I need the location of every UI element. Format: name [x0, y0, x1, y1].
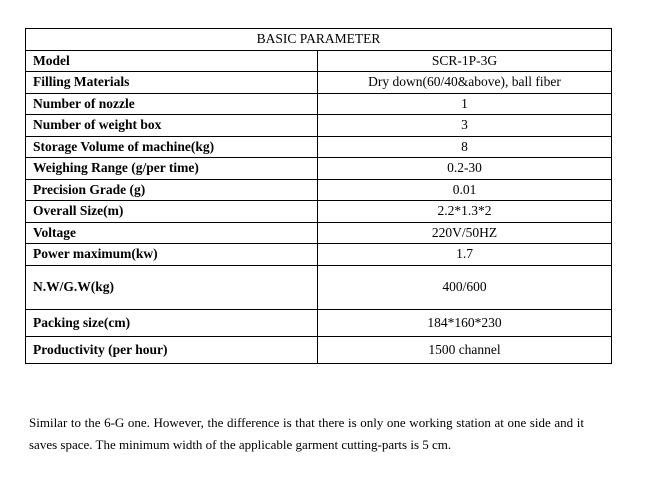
- row-value-nw-gw: 400/600: [318, 265, 612, 309]
- row-value-weighing-range: 0.2-30: [318, 158, 612, 180]
- row-label-precision-grade: Precision Grade (g): [26, 179, 318, 201]
- row-label-number-of-nozzle: Number of nozzle: [26, 93, 318, 115]
- row-value-model: SCR-1P-3G: [318, 50, 612, 72]
- table-row: [26, 136, 612, 158]
- row-value-precision-grade: 0.01: [318, 179, 612, 201]
- table-row: [26, 158, 612, 180]
- row-label-model: Model: [26, 50, 318, 72]
- row-label-weighing-range: Weighing Range (g/per time): [26, 158, 318, 180]
- basic-parameter-table: [25, 28, 612, 364]
- row-value-packing-size: 184*160*230: [318, 309, 612, 336]
- row-value-filling-materials: Dry down(60/40&above), ball fiber: [318, 72, 612, 94]
- row-value-storage-volume: 8: [318, 136, 612, 158]
- description-paragraph: Similar to the 6-G one. However, the difference is that there is only one working station at one side and it saves space. The minimum width of the applicable garment cutting-parts is 5 cm.: [29, 415, 584, 452]
- row-value-productivity: 1500 channel: [318, 336, 612, 363]
- table-row: [26, 201, 612, 223]
- row-label-filling-materials: Filling Materials: [26, 72, 318, 94]
- row-label-nw-gw: N.W/G.W(kg): [26, 265, 318, 309]
- table-row: [26, 72, 612, 94]
- table-row: [26, 179, 612, 201]
- row-value-power-maximum: 1.7: [318, 244, 612, 266]
- table-row: [26, 265, 612, 309]
- row-label-voltage: Voltage: [26, 222, 318, 244]
- row-label-number-of-weight-box: Number of weight box: [26, 115, 318, 137]
- row-value-overall-size: 2.2*1.3*2: [318, 201, 612, 223]
- table-row: [26, 309, 612, 336]
- table-title-row: [26, 29, 612, 51]
- table-row: [26, 50, 612, 72]
- table-row: [26, 222, 612, 244]
- table-row: [26, 244, 612, 266]
- row-value-voltage: 220V/50HZ: [318, 222, 612, 244]
- row-label-productivity: Productivity (per hour): [26, 336, 318, 363]
- table-row: [26, 93, 612, 115]
- row-label-power-maximum: Power maximum(kw): [26, 244, 318, 266]
- row-label-storage-volume: Storage Volume of machine(kg): [26, 136, 318, 158]
- table-title: BASIC PARAMETER: [26, 29, 612, 51]
- table-row: [26, 336, 612, 363]
- table-row: [26, 115, 612, 137]
- row-label-overall-size: Overall Size(m): [26, 201, 318, 223]
- row-label-packing-size: Packing size(cm): [26, 309, 318, 336]
- row-value-number-of-weight-box: 3: [318, 115, 612, 137]
- row-value-number-of-nozzle: 1: [318, 93, 612, 115]
